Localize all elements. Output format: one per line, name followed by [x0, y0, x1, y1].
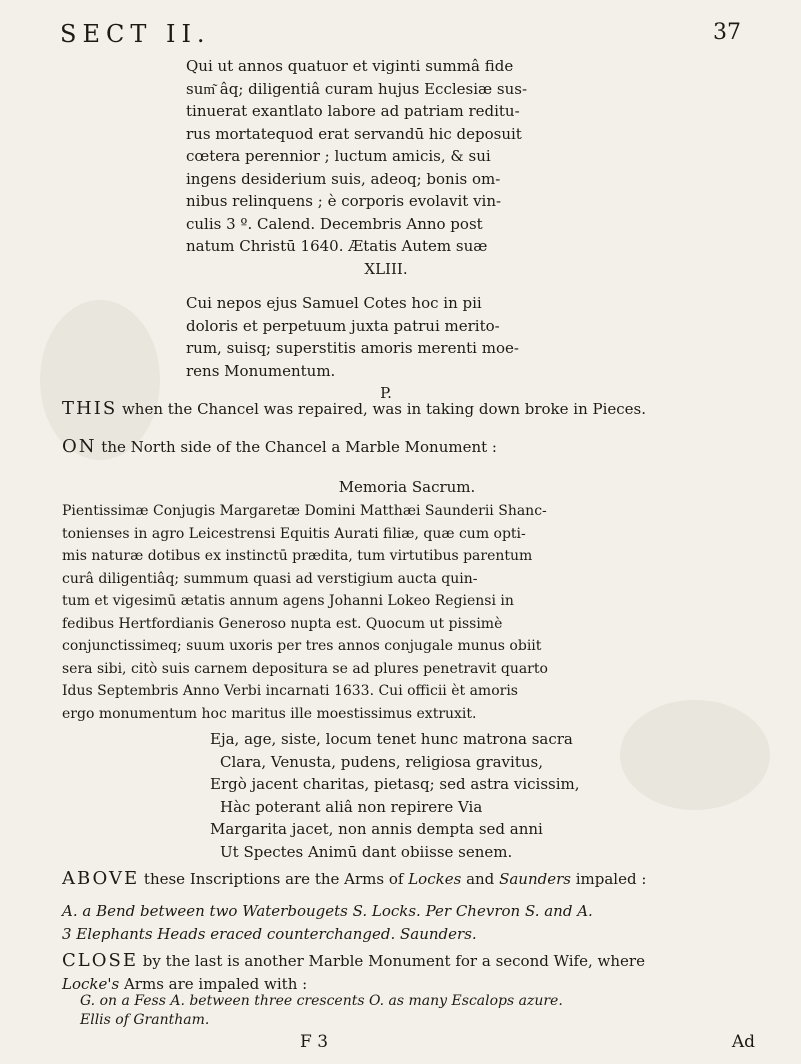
verse-line: Ut Spectes Animū dant obiisse senem. [220, 842, 513, 861]
verse-line: Hàc poterant aliâ non repirere Via [220, 797, 483, 816]
blazon-2 [80, 992, 750, 1030]
verse-line: Margarita jacet, non annis dempta sed anni [210, 820, 543, 838]
inscription-line: rens Monumentum. [186, 361, 336, 380]
inscription-line: sera sibi, citò suis carnem depositura se ad plures penetravit quarto [62, 660, 548, 677]
inscription-signature: P. [380, 384, 392, 402]
paragraph-text: by the last is another Marble Monument for a second Wife, where [142, 952, 645, 970]
latin-inscription-1 [186, 55, 586, 280]
memoria-heading: Memoria Sacrum. [338, 478, 476, 496]
blazon-line: Ellis of Grantham. [80, 1012, 210, 1028]
paragraph-text: and [466, 870, 495, 888]
inscription-line: mis naturæ dotibus ex instinctū prædita, tum virtutibus parentum [62, 548, 533, 564]
signature-mark: F 3 [300, 1032, 329, 1052]
inscription-line: doloris et perpetuum juxta patrui merito- [186, 316, 500, 335]
page-number: 37 [713, 20, 741, 45]
family-name: Locke's [62, 974, 120, 993]
running-header [60, 20, 741, 50]
family-name: Lockes [408, 870, 462, 888]
verse-line: Ergò jacent charitas, pietasq; sed astra vicissim, [210, 775, 580, 793]
inscription-line: natum Christū 1640. Ætatis Autem suæ [186, 237, 488, 255]
paragraph-lead: ON [62, 436, 97, 457]
family-name: Saunders [499, 870, 571, 888]
inscription-age: XLIII. [364, 259, 408, 278]
inscription-line: Qui ut annos quatuor et viginti summâ fide [186, 57, 514, 75]
inscription-line: culis 3 º. Calend. Decembris Anno post [186, 214, 483, 233]
inscription-line: fedibus Hertfordianis Generoso nupta est. Quocum ut pissimè [62, 615, 503, 632]
paragraph-this [62, 398, 752, 421]
paragraph-text: when the Chancel was repaired, was in taking down broke in Pieces. [121, 400, 647, 418]
inscription-line: sum͂ âq; diligentiâ curam hujus Ecclesiæ sus- [186, 79, 528, 98]
paragraph-on [62, 436, 752, 459]
paragraph-lead: CLOSE [62, 950, 138, 971]
paragraph-close [62, 950, 752, 995]
paragraph-above [62, 868, 752, 891]
memoria-inscription [62, 500, 752, 725]
verse-line: Eja, age, siste, locum tenet hunc matrona sacra [210, 730, 573, 748]
paragraph-lead: THIS [62, 398, 118, 419]
inscription-line: tum et vigesimū ætatis annum agens Johanni Lokeo Regiensi in [62, 593, 514, 609]
section-heading: SECT II. [60, 20, 211, 48]
inscription-line: tonienses in agro Leicestrensi Equitis Aurati filiæ, quæ cum opti- [62, 525, 526, 542]
paragraph-text: impaled : [575, 870, 647, 888]
inscription-line: curâ diligentiâq; summum quasi ad verstigium aucta quin- [62, 570, 478, 587]
paragraph-lead: ABOVE [62, 868, 140, 889]
verse-line: Clara, Venusta, pudens, religiosa gravitus, [220, 752, 543, 771]
inscription-line: Pientissimæ Conjugis Margaretæ Domini Matthæi Saunderii Shanc- [62, 503, 547, 519]
paragraph-text: Arms are impaled with : [123, 974, 308, 993]
blazon-line: G. on a Fess A. between three crescents O. as many Escalops azure. [80, 993, 563, 1009]
paragraph-text: the North side of the Chancel a Marble Monument : [101, 438, 497, 456]
inscription-line: tinuerat exantlato labore ad patriam reditu- [186, 102, 520, 120]
latin-inscription-2 [186, 292, 586, 405]
inscription-line: rum, suisq; superstitis amoris merenti moe- [186, 339, 519, 357]
inscription-line: conjunctissimeq; suum uxoris per tres annos conjugale munus obiit [62, 638, 542, 654]
epitaph-verse [210, 728, 630, 863]
blazon-line: 3 Elephants Heads eraced counterchanged. Saunders. [62, 924, 477, 943]
blazon-1 [62, 900, 752, 945]
inscription-line: Cui nepos ejus Samuel Cotes hoc in pii [186, 294, 482, 312]
paragraph-text: these Inscriptions are the Arms of [143, 870, 404, 888]
inscription-line: rus mortatequod erat servandū hic deposuit [186, 124, 522, 143]
inscription-line: cœtera perennior ; luctum amicis, & sui [186, 147, 491, 165]
inscription-line: Idus Septembris Anno Verbi incarnati 1633. Cui officii èt amoris [62, 683, 518, 699]
catchword: Ad [731, 1032, 755, 1052]
inscription-line: ingens desiderium suis, adeoq; bonis om- [186, 169, 501, 188]
inscription-line: nibus relinquens ; è corporis evolavit vin- [186, 192, 502, 210]
blazon-line: A. a Bend between two Waterbougets S. Locks. Per Chevron S. and A. [62, 902, 593, 920]
inscription-line: ergo monumentum hoc maritus ille moestissimus extruxit. [62, 705, 477, 722]
